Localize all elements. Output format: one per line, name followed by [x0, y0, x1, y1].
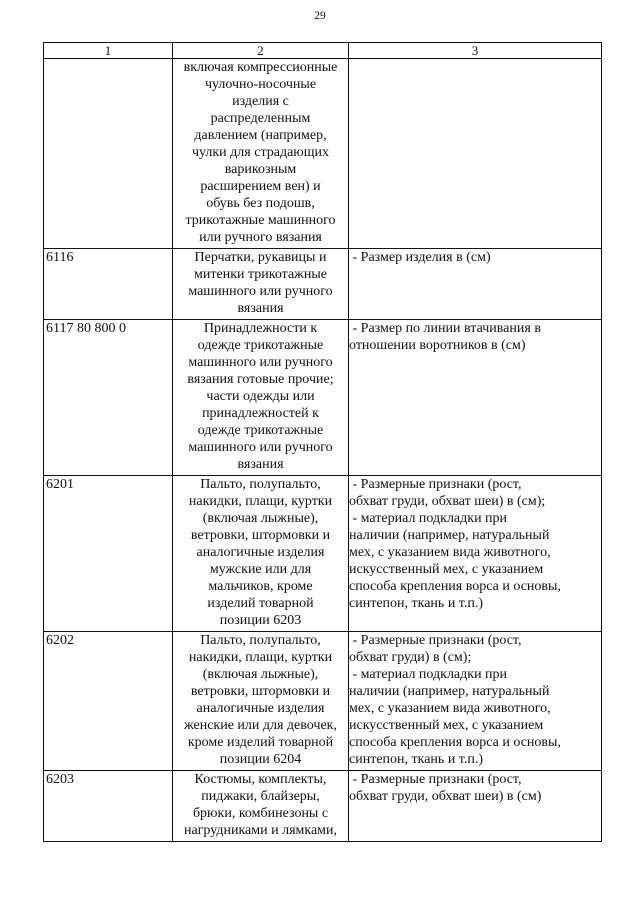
description-line: (включая лыжные),: [202, 511, 319, 526]
attribute-line: мех, с указанием вида животного,: [349, 545, 551, 560]
goods-description: [173, 771, 349, 842]
description-line: нагрудниками и лямками,: [183, 823, 338, 838]
declared-attributes: [349, 320, 602, 476]
page-number: 29: [314, 10, 326, 22]
tn-ved-code: 6202: [44, 632, 173, 771]
description-line: давлением (например,: [194, 128, 327, 143]
description-line: обувь без подошв,: [206, 196, 315, 211]
tn-ved-code: 6116: [44, 249, 173, 320]
goods-table: [43, 42, 602, 842]
description-line: изделия с: [232, 94, 289, 109]
description-line: чулки для страдающих: [191, 145, 330, 160]
attribute-line: отношении воротников в (см): [349, 338, 526, 353]
attribute-line: мех, с указанием вида животного,: [349, 701, 551, 716]
description-line: женские или для девочек,: [184, 718, 337, 733]
attribute-line: - Размерные признаки (рост,: [349, 772, 522, 787]
description-line: брюки, комбинезоны с: [192, 806, 329, 821]
attribute-line: наличии (например, натуральный: [349, 528, 550, 543]
description-line: вязания готовые прочие;: [187, 372, 334, 387]
declared-attributes: [349, 249, 602, 320]
description-line: расширением вен) и: [200, 179, 321, 194]
description-line: машинного или ручного: [188, 284, 333, 299]
description-line: мужские или для: [209, 562, 312, 577]
table-header-row: [44, 43, 602, 59]
tn-ved-code: [44, 59, 173, 249]
attribute-line: - Размерные признаки (рост,: [349, 477, 522, 492]
goods-description: [173, 632, 349, 771]
attribute-line: искусственный мех, с указанием: [349, 562, 544, 577]
description-line: изделий товарной: [207, 596, 314, 611]
description-line: Принадлежности к: [203, 321, 318, 336]
description-line: Пальто, полупальто,: [200, 633, 321, 648]
attribute-line: наличии (например, натуральный: [349, 684, 550, 699]
attribute-line: способа крепления ворса и основы,: [349, 735, 561, 750]
attribute-line: способа крепления ворса и основы,: [349, 579, 561, 594]
declared-attributes: [349, 476, 602, 632]
description-line: ветровки, штормовки и: [190, 684, 331, 699]
description-line: позиции 6204: [219, 752, 302, 767]
attribute-line: искусственный мех, с указанием: [349, 718, 544, 733]
description-line: вязания: [237, 301, 284, 316]
description-line: митенки трикотажные: [194, 267, 327, 282]
attribute-line: синтепон, ткань и т.п.): [349, 596, 484, 611]
declared-attributes: [349, 59, 602, 249]
description-line: (включая лыжные),: [202, 667, 319, 682]
column-header-3: 3: [349, 43, 602, 59]
tn-ved-code: 6201: [44, 476, 173, 632]
table-row: [44, 59, 602, 249]
attribute-line: - Размерные признаки (рост,: [349, 633, 522, 648]
description-line: включая компрессионные: [183, 60, 338, 75]
goods-description: [173, 320, 349, 476]
table-row: [44, 476, 602, 632]
description-line: одежде трикотажные: [197, 338, 324, 353]
description-line: части одежды или: [206, 389, 315, 404]
attribute-line: - материал подкладки при: [349, 511, 508, 526]
description-line: накидки, плащи, куртки: [188, 494, 333, 509]
description-line: трикотажные машинного: [185, 213, 336, 228]
description-line: машинного или ручного: [188, 355, 333, 370]
description-line: аналогичные изделия: [196, 701, 325, 716]
description-line: Пальто, полупальто,: [200, 477, 321, 492]
column-header-2: 2: [173, 43, 349, 59]
attribute-line: обхват груди, обхват шеи) в (см): [349, 789, 542, 804]
column-header-1: 1: [44, 43, 173, 59]
table-row: [44, 320, 602, 476]
description-line: мальчиков, кроме: [208, 579, 313, 594]
goods-description: [173, 59, 349, 249]
goods-description: [173, 476, 349, 632]
attribute-line: - материал подкладки при: [349, 667, 508, 682]
description-line: варикозным: [224, 162, 297, 177]
description-line: аналогичные изделия: [196, 545, 325, 560]
description-line: ветровки, штормовки и: [190, 528, 331, 543]
tn-ved-code: 6117 80 800 0: [44, 320, 173, 476]
description-line: Костюмы, комплекты,: [194, 772, 327, 787]
goods-description: [173, 249, 349, 320]
attribute-line: синтепон, ткань и т.п.): [349, 752, 484, 767]
attribute-line: - Размер по линии втачивания в: [349, 321, 541, 336]
attribute-line: обхват груди) в (см);: [349, 650, 472, 665]
description-line: вязания: [237, 457, 284, 472]
attribute-line: - Размер изделия в (см): [349, 250, 491, 265]
description-line: накидки, плащи, куртки: [188, 650, 333, 665]
description-line: распределенным: [210, 111, 311, 126]
description-line: чулочно-носочные: [204, 77, 317, 92]
table-row: [44, 632, 602, 771]
description-line: пиджаки, блайзеры,: [201, 789, 320, 804]
table-row: [44, 771, 602, 842]
description-line: позиции 6203: [219, 613, 302, 628]
declared-attributes: [349, 771, 602, 842]
attribute-line: обхват груди, обхват шеи) в (см);: [349, 494, 546, 509]
declared-attributes: [349, 632, 602, 771]
tn-ved-code: 6203: [44, 771, 173, 842]
table-row: [44, 249, 602, 320]
description-line: кроме изделий товарной: [187, 735, 334, 750]
description-line: одежде трикотажные: [197, 423, 324, 438]
description-line: Перчатки, рукавицы и: [194, 250, 327, 265]
description-line: или ручного вязания: [199, 230, 322, 245]
description-line: машинного или ручного: [188, 440, 333, 455]
description-line: принадлежностей к: [202, 406, 319, 421]
